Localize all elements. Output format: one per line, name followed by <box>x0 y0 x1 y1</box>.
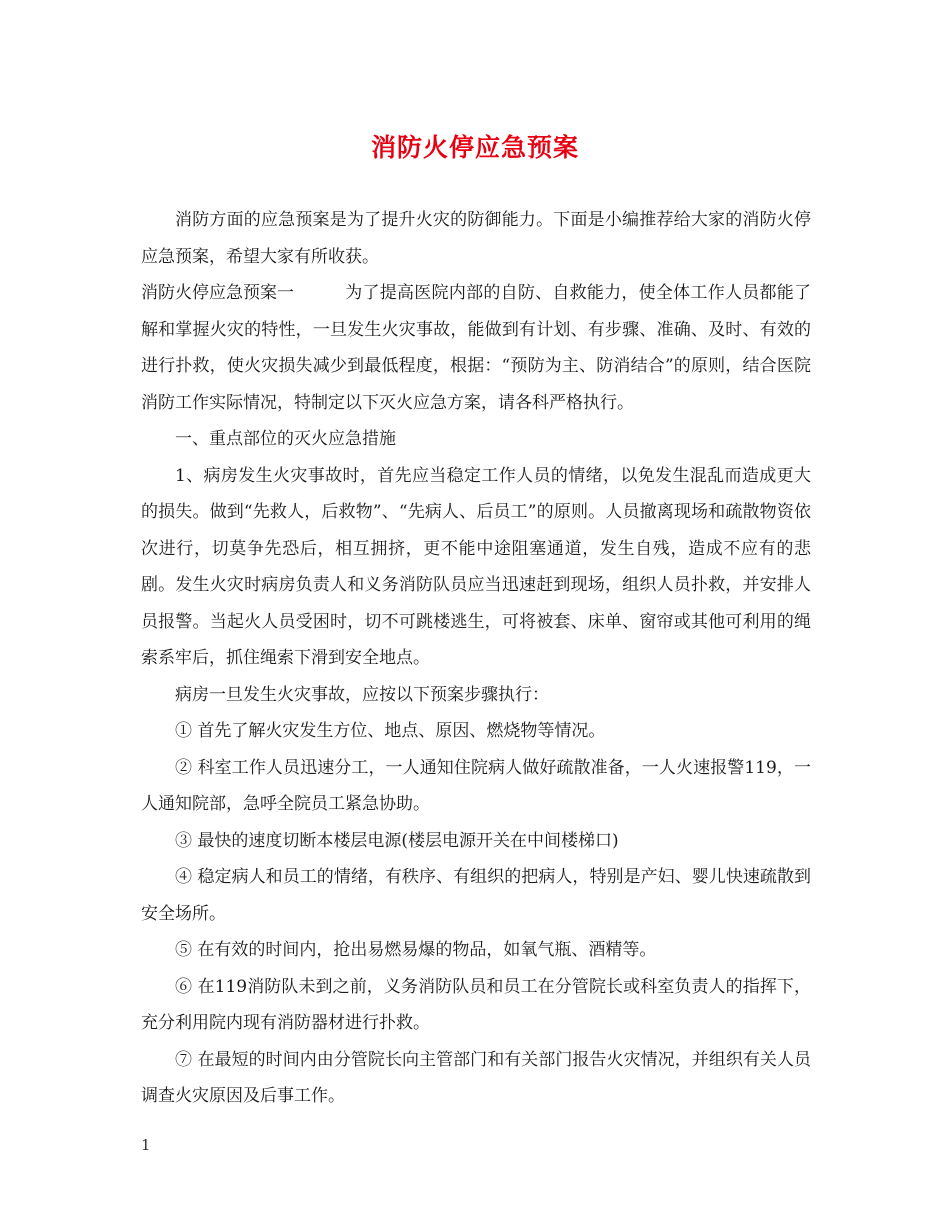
intro-paragraph: 消防方面的应急预案是为了提升火灾的防御能力。下面是小编推荐给大家的消防火停应急预案，希望大家有所收获。 <box>141 210 811 267</box>
step-3-paragraph: ③ 最快的速度切断本楼层电源(楼层电源开关在中间楼梯口) <box>175 830 619 851</box>
steps-intro-paragraph: 病房一旦发生火灾事故，应按以下预案步骤执行： <box>175 684 549 705</box>
item-1-paragraph: 1、病房发生火灾事故时，首先应当稳定工作人员的情绪，以免发生混乱而造成更大的损失。做到“先救人，后救物”、“先病人、后员工”的原则。人员撤离现场和疏散物资依次进行，切莫争先恐后，相互拥挤，更不能中途阻塞通道，发生自残，造成不应有的悲剧。发生火灾时病房负责人和义务消防队员应当迅速赶到现场，组织人员扑救，并安排人员报警。当起火人员受困时，切不可跳楼逃生，可将被套、床单、窗帘或其他可利用的绳索系牢后，抓住绳索下滑到安全地点。 <box>141 465 811 668</box>
plan-one-label: 消防火停应急预案一 <box>141 283 294 303</box>
step-5-paragraph: ⑤ 在有效的时间内，抢出易燃易爆的物品，如氧气瓶、酒精等。 <box>175 940 657 960</box>
step-2-paragraph: ② 科室工作人员迅速分工，一人通知住院病人做好疏散准备，一人火速报警119，一人通知院部，急呼全院员工紧急协助。 <box>141 757 811 814</box>
page-number: 1 <box>141 1136 151 1154</box>
plan-one-paragraph <box>141 275 811 421</box>
step-7-paragraph: ⑦ 在最短的时间内由分管院长向主管部门和有关部门报告火灾情况，并组织有关人员调查火灾原因及后事工作。 <box>141 1049 811 1106</box>
plan-one-text: 为了提高医院内部的自防、自救能力，使全体工作人员都能了解和掌握火灾的特性，一旦发生火灾事故，能做到有计划、有步骤、准确、及时、有效的进行扑救，使火灾损失减少到最低程度，根据：“预防为主、防消结合”的原则，结合医院消防工作实际情况，特制定以下灭火应急方案，请各科严格执行。 <box>141 283 811 413</box>
section-one-heading: 一、重点部位的灭火应急措施 <box>175 429 396 449</box>
step-6-paragraph: ⑥ 在119消防队未到之前，义务消防队员和员工在分管院长或科室负责人的指挥下，充分利用院内现有消防器材进行扑救。 <box>141 976 811 1033</box>
step-1-paragraph: ① 首先了解火灾发生方位、地点、原因、燃烧物等情况。 <box>175 721 606 741</box>
step-4-paragraph: ④ 稳定病人和员工的情绪，有秩序、有组织的把病人，特别是产妇、婴儿快速疏散到安全场所。 <box>141 867 811 924</box>
document-title: 消防火停应急预案 <box>370 133 579 162</box>
document-body <box>141 202 811 1115</box>
